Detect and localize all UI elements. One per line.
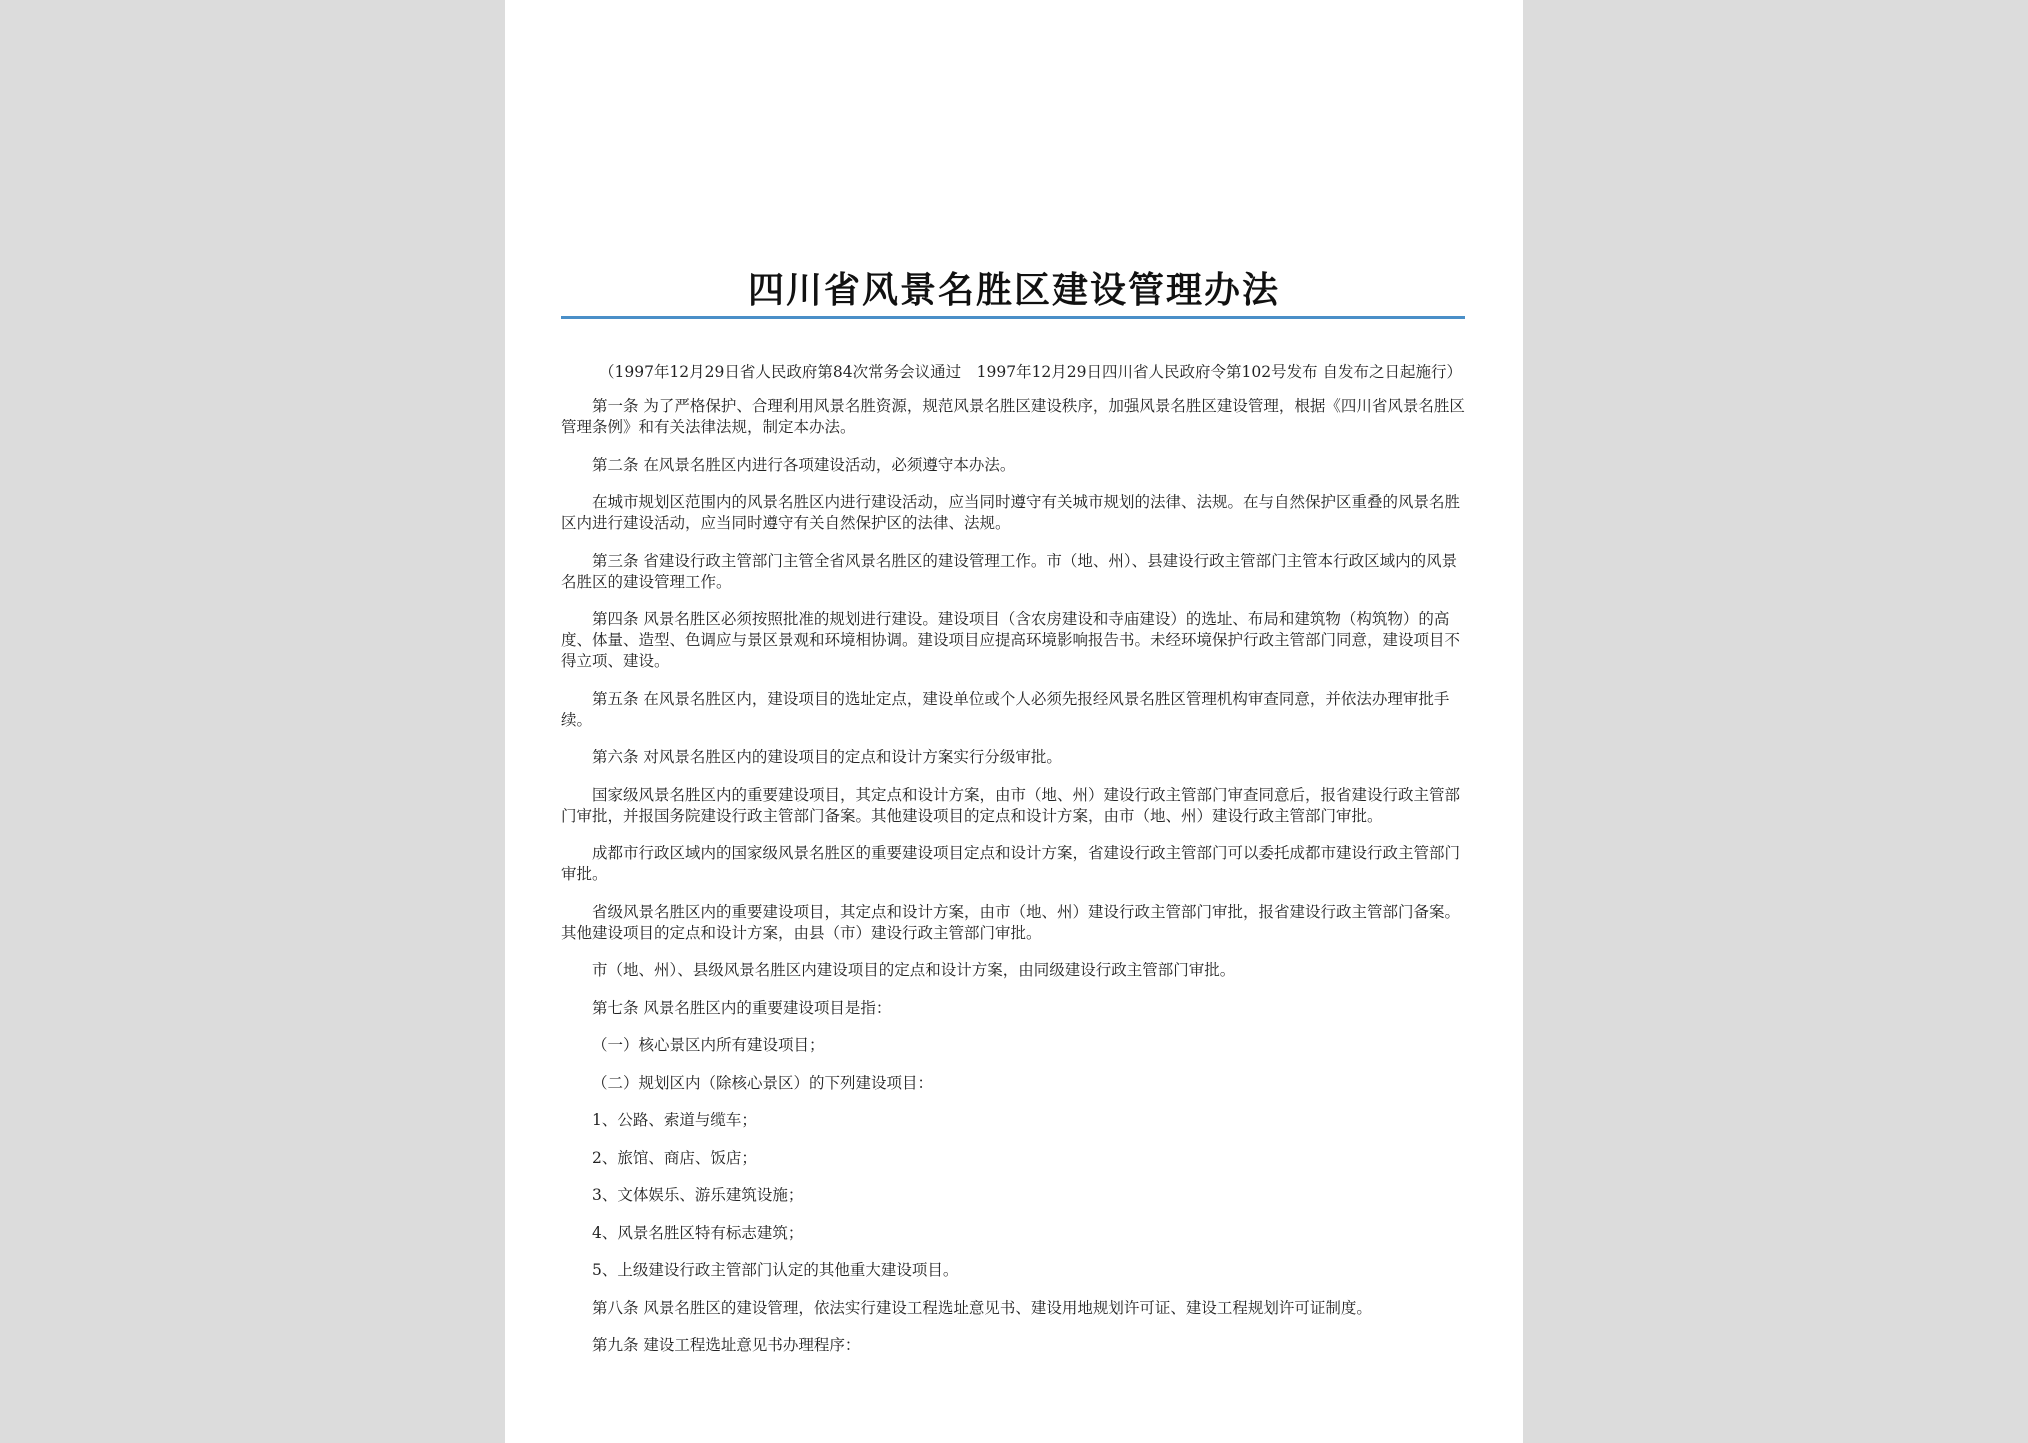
paragraph: 第九条 建设工程选址意见书办理程序： xyxy=(592,1336,861,1354)
paragraph: 4、风景名胜区特有标志建筑； xyxy=(592,1223,804,1242)
paragraph: 在城市规划区范围内的风景名胜区内进行建设活动，应当同时遵守有关城市规划的法律、法规。在与自然保护区重叠的风景名胜区内进行建设活动，应当同时遵守有关自然保护区的法律、法规。 xyxy=(561,493,1461,532)
document-meta: （1997年12月29日省人民政府第84次常务会议通过 1997年12月29日四川省人民政府令第102号发布 自发布之日起施行） xyxy=(599,363,1463,381)
paragraph: 市（地、州）、县级风景名胜区内建设项目的定点和设计方案，由同级建设行政主管部门审批。 xyxy=(592,961,1236,979)
paragraph: 第一条 为了严格保护、合理利用风景名胜资源，规范风景名胜区建设秩序，加强风景名胜区建设管理，根据《四川省风景名胜区管理条例》和有关法律法规，制定本办法。 xyxy=(561,397,1465,436)
paragraph: 第四条 风景名胜区必须按照批准的规划进行建设。建设项目（含农房建设和寺庙建设）的选址、布局和建筑物（构筑物）的高度、体量、造型、色调应与景区景观和环境相协调。建设项目应提高环境影响报告书。未经环境保护行政主管部门同意，建设项目不得立项、建设。 xyxy=(561,610,1461,670)
paragraph: 第三条 省建设行政主管部门主管全省风景名胜区的建设管理工作。市（地、州）、县建设行政主管部门主管本行政区域内的风景名胜区的建设管理工作。 xyxy=(561,551,1458,591)
document-page xyxy=(505,0,1523,1443)
paragraph: 第八条 风景名胜区的建设管理，依法实行建设工程选址意见书、建设用地规划许可证、建设工程规划许可证制度。 xyxy=(592,1298,1372,1317)
paragraph: 第七条 风景名胜区内的重要建设项目是指： xyxy=(592,998,892,1017)
paragraph: （二）规划区内（除核心景区）的下列建设项目： xyxy=(592,1073,934,1092)
document-title: 四川省风景名胜区建设管理办法 xyxy=(747,270,1280,311)
paragraph: 第六条 对风景名胜区内的建设项目的定点和设计方案实行分级审批。 xyxy=(592,748,1062,766)
paragraph: 省级风景名胜区内的重要建设项目，其定点和设计方案，由市（地、州）建设行政主管部门审批，报省建设行政主管部门备案。其他建设项目的定点和设计方案，由县（市）建设行政主管部门审批。 xyxy=(561,902,1461,942)
paragraph: 5、上级建设行政主管部门认定的其他重大建设项目。 xyxy=(592,1261,959,1279)
title-divider xyxy=(561,316,1465,319)
paragraph: 3、文体娱乐、游乐建筑设施； xyxy=(592,1186,804,1204)
paragraph: 第二条 在风景名胜区内进行各项建设活动，必须遵守本办法。 xyxy=(592,455,1016,474)
paragraph: （一）核心景区内所有建设项目； xyxy=(592,1036,825,1054)
paragraph: 成都市行政区域内的国家级风景名胜区的重要建设项目定点和设计方案，省建设行政主管部门可以委托成都市建设行政主管部门审批。 xyxy=(561,844,1461,883)
paragraph: 第五条 在风景名胜区内，建设项目的选址定点，建设单位或个人必须先报经风景名胜区管理机构审查同意，并依法办理审批手续。 xyxy=(561,689,1450,729)
paragraph: 1、公路、索道与缆车； xyxy=(592,1111,757,1129)
paragraph: 2、旅馆、商店、饭店； xyxy=(592,1148,757,1167)
paragraph: 国家级风景名胜区内的重要建设项目，其定点和设计方案，由市（地、州）建设行政主管部门审查同意后，报省建设行政主管部门审批，并报国务院建设行政主管部门备案。其他建设项目的定点和设计方案，由市（地、州）建设行政主管部门审批。 xyxy=(561,785,1461,825)
document-body xyxy=(561,362,1465,1373)
